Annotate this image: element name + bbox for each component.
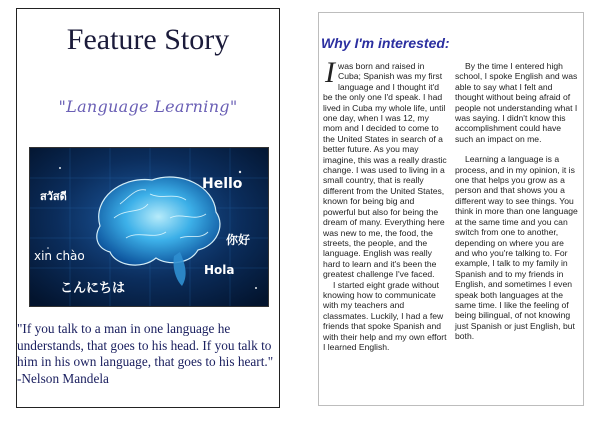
brain-illustration: [29, 147, 269, 307]
paragraph: By the time I entered high school, I spoke English and was able to say what I felt and thought without being afraid of people not understanding what I was saying. I didn't know this accomplishment could have such an impact on me.: [455, 61, 578, 144]
greeting-japanese: こんにちは: [60, 281, 126, 296]
page-subtitle: "Language Learning": [58, 97, 238, 116]
page-title: Feature Story: [66, 23, 230, 56]
right-page: [318, 12, 584, 406]
text-column-right: [455, 61, 579, 342]
paragraph: I started eight grade without knowing how to communicate with my teachers and classmates. Luckily, I had a few friends that spoke Spanish and with their help and my own effort I learned English.: [323, 279, 447, 352]
greeting-english: Hello: [202, 176, 243, 192]
drop-cap: I: [325, 56, 335, 89]
brain-image-svg: [30, 148, 268, 306]
paragraph: [323, 56, 447, 280]
greeting-vietnamese: xin chào: [34, 249, 85, 263]
quote-text: "If you talk to a man in one language he understands, that goes to his head. If you talk to him in his own language, that goes to his heart.": [17, 321, 274, 369]
paragraph-text: was born and raised in Cuba; Spanish was my first language and I thought it'd be the only one I'd speak. I had lived in Cuba my whole life, until one day, when I was 12, my mom and I decided to come to the United States in search of a better future. As you may imagine, this was a really drastic change. I was used to living in a small country, that is really different from the United States, known for being big and powerful but also for being the dream of many. Everything here was new to me, the food, the streets, the people, and the language. English was really hard to learn and it's been the greatest challenge I've faced.: [323, 61, 447, 280]
greeting-thai: สวัสดี: [40, 190, 67, 203]
left-page: [16, 8, 280, 408]
quote-author: -Nelson Mandela: [17, 370, 109, 386]
mandela-quote: [17, 321, 277, 387]
greeting-chinese: 你好: [226, 233, 251, 247]
greeting-spanish: Hola: [204, 263, 235, 277]
text-column-left: [323, 56, 447, 352]
section-heading: Why I'm interested:: [321, 35, 450, 51]
paragraph: Learning a language is a process, and in my opinion, it is one that helps you grow as a person and that shows you a different way to see things. You think in more than one language at the same time and you can switch from one to another, depending on where you are and who you're talking to. For example, I talk to my family in Spanish and to my friends in English, and sometimes I even speak both languages at the same time. I like the feeling of being bilingual, of not knowing just Spanish or just English, but both.: [455, 154, 578, 342]
